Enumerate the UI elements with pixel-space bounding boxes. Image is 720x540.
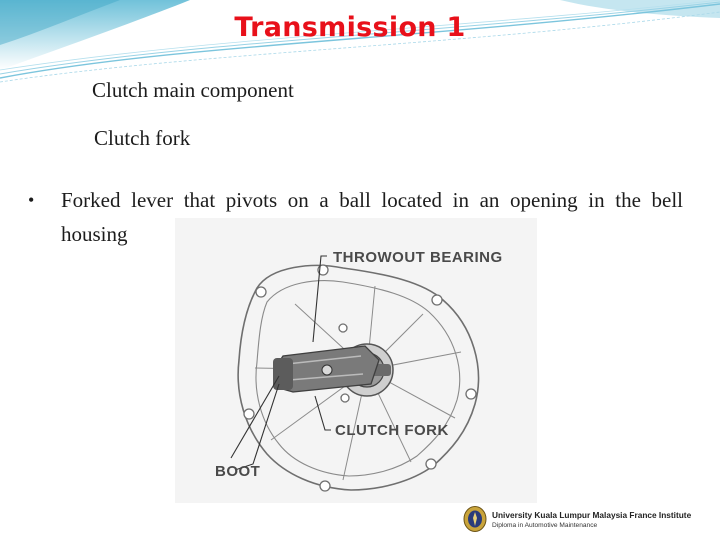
boot-label: BOOT	[215, 463, 261, 480]
section-heading: Clutch fork	[94, 126, 191, 150]
footer-program: Diploma in Automotive Maintenance	[492, 522, 598, 529]
bullet-text: Forked lever that pivots on a ball located in an opening in the bell housing	[61, 188, 683, 246]
clutch-fork-diagram	[175, 218, 537, 503]
slide-title: Transmission 1	[234, 12, 466, 43]
university-emblem-icon	[462, 505, 488, 533]
slide-subtitle: Clutch main component	[92, 78, 294, 102]
clutch-fork-label: CLUTCH FORK	[335, 422, 449, 439]
throwout-bearing-label: THROWOUT BEARING	[333, 249, 503, 266]
bullet-marker: •	[28, 190, 35, 210]
footer-institution: University Kuala Lumpur Malaysia France Institute	[492, 510, 692, 520]
footer	[462, 505, 712, 535]
